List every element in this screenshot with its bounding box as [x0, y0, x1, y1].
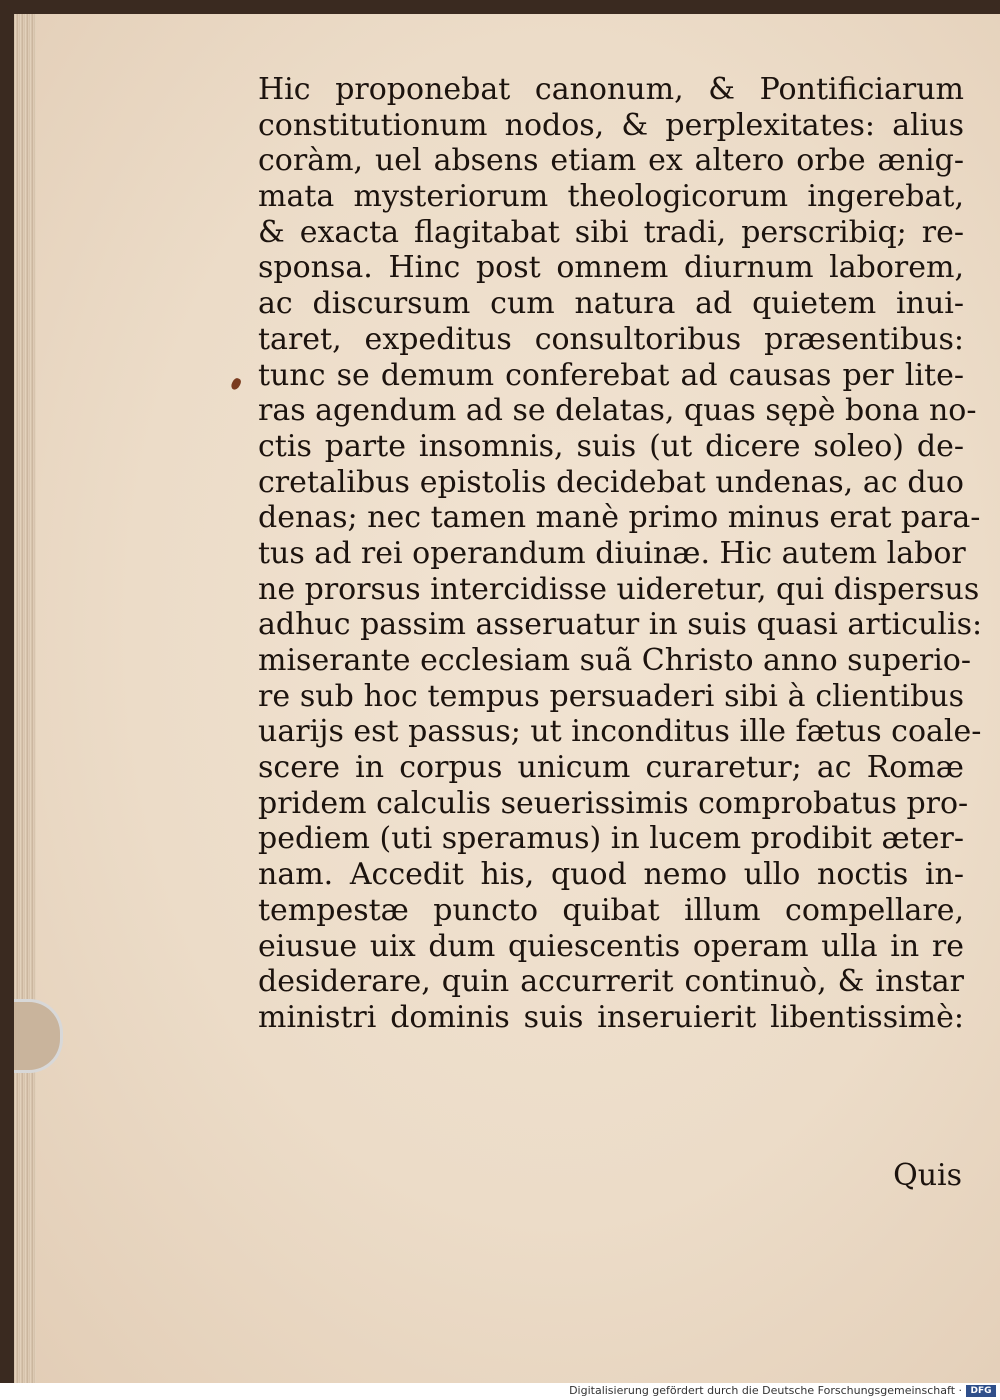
text-line: mata mysteriorum theologicorum ingerebat, — [258, 179, 964, 215]
text-line: ne prorsus intercidisse uideretur, qui dispersus — [258, 571, 980, 607]
text-line: pediem (uti speramus) in lucem prodibit æter- — [258, 821, 964, 857]
catchword: Quis — [893, 1158, 962, 1193]
text-line: ministri dominis suis inseruierit libentissimè: — [258, 999, 964, 1035]
text-line: ctis parte insomnis, suis (ut dicere soleo) de- — [258, 428, 964, 464]
page-edges — [14, 14, 36, 1383]
footer-credit: Digitalisierung gefördert durch die Deutsche Forschungsgemeinschaft · — [569, 1384, 962, 1397]
text-line: tus ad rei operandum diuinæ. Hic autem labor — [258, 535, 966, 571]
text-line: constitutionum nodos, & perplexitates: alius — [258, 107, 964, 143]
text-line: & exacta flagitabat sibi tradi, perscribiq; re- — [258, 214, 964, 250]
text-line: taret, expeditus consultoribus præsentibus: — [258, 321, 964, 357]
text-line: desiderare, quin accurrerit continuò, & instar — [258, 964, 964, 1000]
text-line: eiusue uix dum quiescentis operam ulla in re — [258, 928, 964, 964]
text-line: cretalibus epistolis decidebat undenas, ac duo — [258, 464, 964, 500]
text-line: pridem calculis seuerissimis comprobatus pro- — [258, 785, 969, 821]
text-line: denas; nec tamen manè primo minus erat para- — [258, 500, 981, 536]
text-line: uarijs est passus; ut inconditus ille fætus coale- — [258, 714, 982, 750]
text-line: adhuc passim asseruatur in suis quasi articulis: — [258, 607, 983, 643]
text-line: scere in corpus unicum curaretur; ac Romæ — [258, 750, 964, 786]
text-line: coràm, uel absens etiam ex altero orbe ænig- — [258, 143, 964, 179]
text-line: sponsa. Hinc post omnem diurnum laborem, — [258, 250, 964, 286]
text-line: re sub hoc tempus persuaderi sibi à clientibus — [258, 678, 964, 714]
footer-bar — [0, 1383, 1000, 1400]
text-line: tempestæ puncto quibat illum compellare, — [258, 892, 964, 928]
book-clasp — [14, 999, 63, 1073]
text-line: ac discursum cum natura ad quietem inui- — [258, 286, 964, 322]
text-line: tunc se demum conferebat ad causas per lite- — [258, 357, 964, 393]
text-line: Hic proponebat canonum, & Pontificiarum — [258, 72, 964, 107]
body-text — [258, 72, 983, 1036]
text-line: miserante ecclesiam suã Christo anno superio- — [258, 643, 971, 678]
text-line: ras agendum ad se delatas, quas sępè bona no- — [258, 393, 977, 429]
text-line: nam. Accedit his, quod nemo ullo noctis in- — [258, 857, 964, 893]
dfg-logo: DFG — [966, 1385, 996, 1397]
